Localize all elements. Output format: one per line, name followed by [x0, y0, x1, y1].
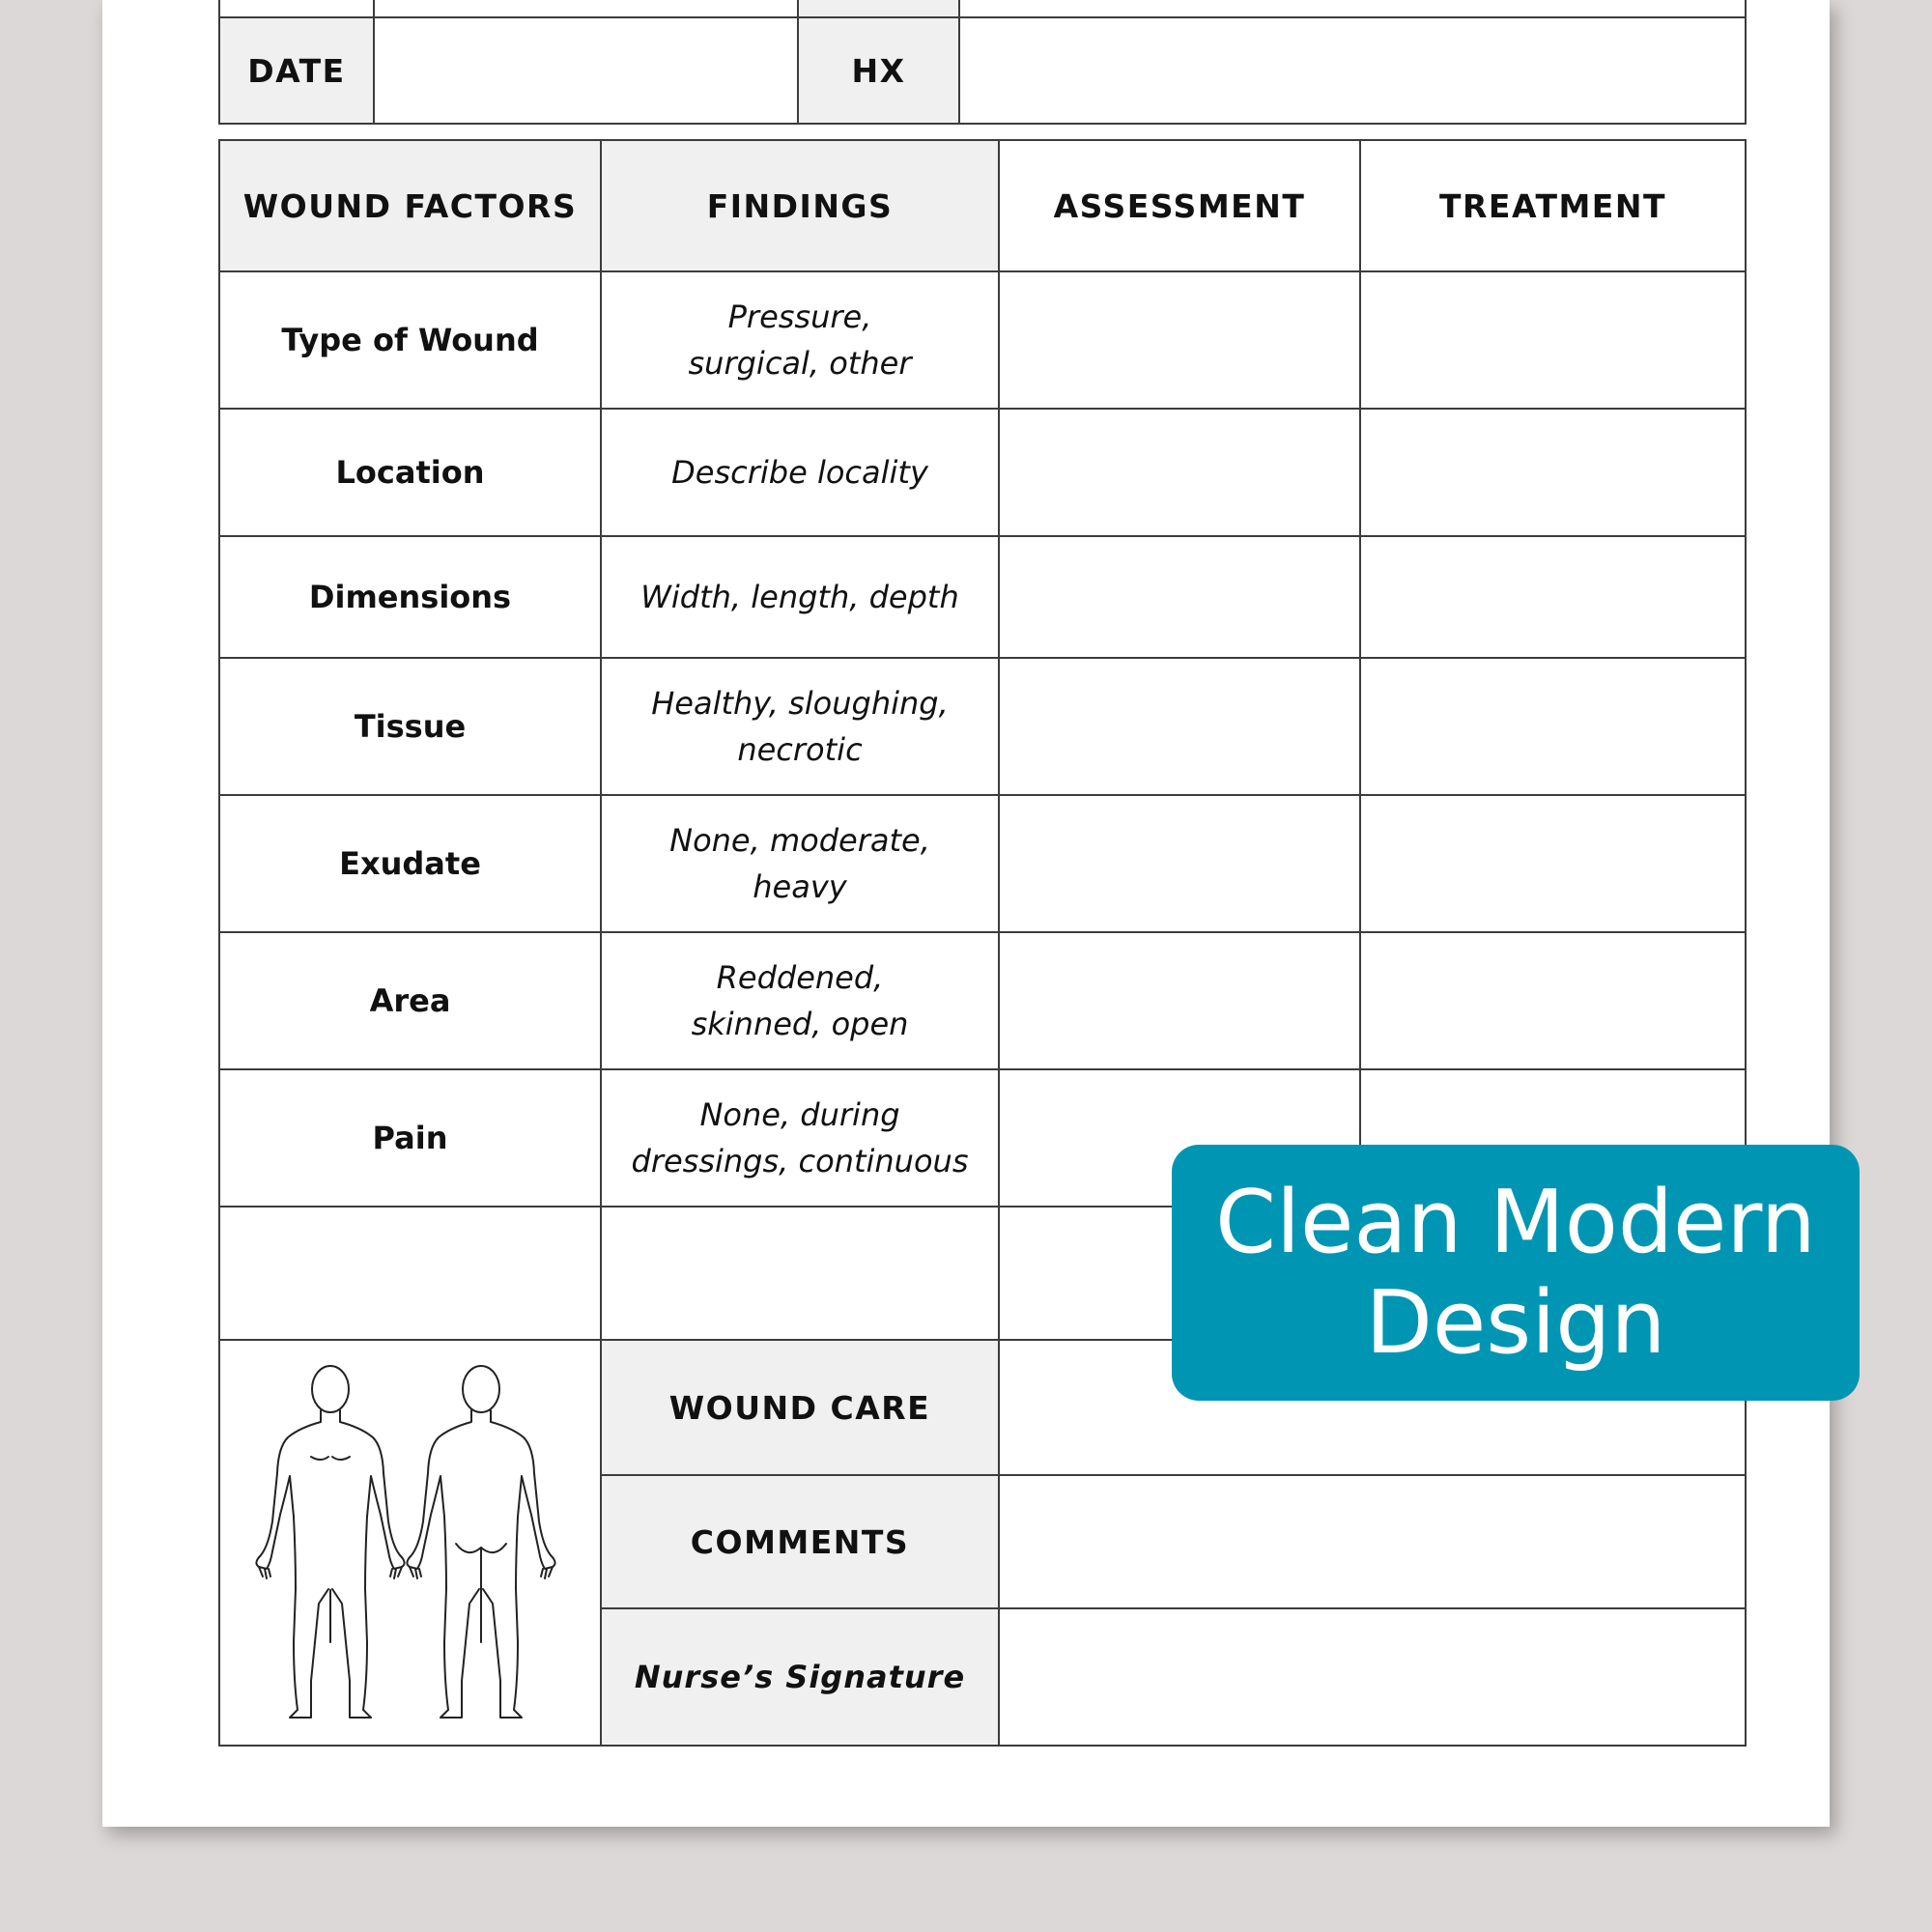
finding-text: Reddened, [716, 959, 884, 996]
finding-cell [600, 270, 1000, 410]
col-header-wound-factors: WOUND FACTORS [218, 139, 602, 272]
wound-factor-cell: Location [218, 408, 602, 537]
finding-text: None, moderate, [669, 822, 930, 859]
finding-text: necrotic [737, 731, 863, 768]
blank-finding-cell[interactable] [600, 1206, 1000, 1341]
finding-text: surgical, other [688, 345, 912, 382]
finding-text: Healthy, sloughing, [651, 685, 949, 722]
finding-cell [600, 931, 1000, 1070]
body-front-icon [256, 1366, 404, 1718]
treatment-cell[interactable] [1359, 535, 1747, 659]
finding-cell [600, 535, 1000, 659]
comments-label: COMMENTS [600, 1474, 1000, 1609]
comments-field[interactable] [998, 1474, 1747, 1609]
treatment-cell[interactable] [1359, 931, 1747, 1070]
badge-line-1: Clean Modern [1215, 1171, 1816, 1273]
wound-factor-cell: Type of Wound [218, 270, 602, 410]
assessment-cell[interactable] [998, 270, 1361, 410]
col-header-assessment: ASSESSMENT [998, 139, 1361, 272]
assessment-cell[interactable] [998, 794, 1361, 933]
assessment-cell[interactable] [998, 535, 1361, 659]
body-back-icon [407, 1366, 554, 1718]
wound-factor-cell: Dimensions [218, 535, 602, 659]
finding-text: Describe locality [671, 454, 928, 491]
blank-factor-cell[interactable] [218, 1206, 602, 1341]
assessment-cell[interactable] [998, 931, 1361, 1070]
treatment-cell[interactable] [1359, 408, 1747, 537]
nurse-signature-label: Nurse’s Signature [600, 1607, 1000, 1747]
finding-cell [600, 657, 1000, 796]
finding-cell [600, 408, 1000, 537]
treatment-cell[interactable] [1359, 794, 1747, 933]
wound-factor-cell: Pain [218, 1068, 602, 1208]
wound-factor-cell: Exudate [218, 794, 602, 933]
finding-text: heavy [753, 868, 847, 905]
human-body-front-back-icon [251, 1352, 560, 1719]
hx-label: HX [797, 16, 960, 125]
finding-cell [600, 1068, 1000, 1208]
finding-text: skinned, open [691, 1006, 909, 1042]
finding-text: None, during [699, 1096, 900, 1133]
finding-text: Pressure, [727, 298, 872, 335]
promo-badge [1172, 1145, 1860, 1401]
nurse-signature-field[interactable] [998, 1607, 1747, 1747]
badge-line-2: Design [1365, 1271, 1666, 1374]
assessment-cell[interactable] [998, 657, 1361, 796]
date-field[interactable] [373, 16, 799, 125]
wound-care-label: WOUND CARE [600, 1339, 1000, 1476]
finding-cell [600, 794, 1000, 933]
finding-text: dressings, continuous [631, 1143, 969, 1179]
col-header-treatment: TREATMENT [1359, 139, 1747, 272]
treatment-cell[interactable] [1359, 270, 1747, 410]
wound-factor-cell: Tissue [218, 657, 602, 796]
wound-factor-cell: Area [218, 931, 602, 1070]
finding-text: Width, length, depth [640, 579, 959, 615]
hx-field[interactable] [958, 16, 1747, 125]
treatment-cell[interactable] [1359, 657, 1747, 796]
date-label: DATE [218, 16, 375, 125]
col-header-findings: FINDINGS [600, 139, 1000, 272]
assessment-cell[interactable] [998, 408, 1361, 537]
